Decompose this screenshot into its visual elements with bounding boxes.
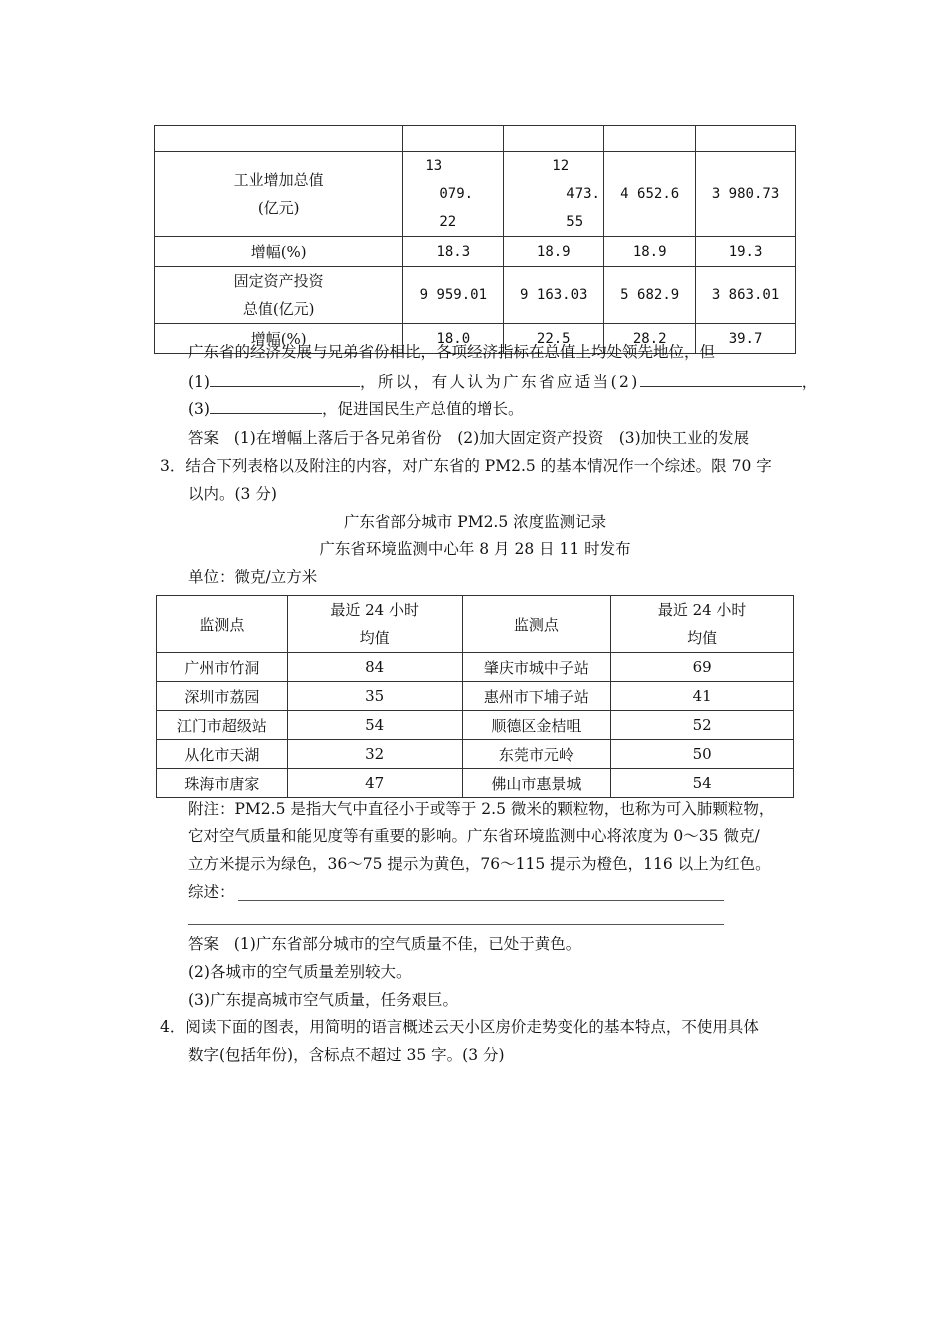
site-value: 50 — [611, 740, 794, 769]
answer-label: 答案 — [188, 429, 220, 447]
table-title: 广东省部分城市 PM2.5 浓度监测记录 — [343, 513, 607, 531]
row-label: 增幅(%) — [155, 237, 403, 267]
column-header: 监测点 — [462, 596, 611, 653]
row-label: 增幅(%) — [155, 324, 403, 354]
table-cell: 22.5 — [504, 324, 604, 354]
blank-label: (3) — [188, 400, 210, 418]
table-row — [155, 237, 796, 267]
table-cell: 9 959.01 — [403, 267, 504, 324]
table-row — [157, 769, 794, 798]
blank-label: (1) — [188, 373, 210, 391]
note-line-1: 附注：PM2.5 是指大气中直径小于或等于 2.5 微米的颗粒物，也称为可入肺颗粒物， — [188, 800, 775, 818]
question-text: 阅读下面的图表，用简明的语言概述云天小区房价走势变化的基本特点，不使用具体 — [185, 1018, 759, 1036]
q3-answer-3: (3)广东提高城市空气质量，任务艰巨。 — [188, 991, 458, 1009]
answer-blank-3[interactable] — [210, 397, 322, 414]
q3-answer-2: (2)各城市的空气质量差别较大。 — [188, 963, 412, 981]
q4-prompt — [160, 1014, 759, 1040]
table-cell — [604, 126, 696, 152]
table-cell — [504, 126, 604, 152]
table-cell: 18.9 — [604, 237, 696, 267]
site-value: 47 — [287, 769, 462, 798]
table-cell: 3 980.73 — [696, 152, 796, 237]
economy-table — [154, 125, 796, 354]
site-name: 深圳市荔园 — [157, 682, 288, 711]
table-cell: 19.3 — [696, 237, 796, 267]
site-name: 惠州市下埔子站 — [462, 682, 611, 711]
q2-text: ，促进国民生产总值的增长。 — [321, 400, 524, 418]
site-value: 69 — [611, 653, 794, 682]
site-name: 佛山市惠景城 — [462, 769, 611, 798]
column-header: 最近 24 小时 均值 — [287, 596, 462, 653]
row-label: 工业增加总值 (亿元) — [155, 152, 403, 237]
table-row — [157, 682, 794, 711]
pm25-table — [156, 595, 794, 798]
site-value: 54 — [287, 711, 462, 740]
q2-text: ， — [801, 373, 818, 391]
question-number: 3． — [160, 457, 186, 475]
unit-label: 单位：微克/立方米 — [188, 568, 318, 586]
site-name: 东莞市元岭 — [462, 740, 611, 769]
q2-blank3-line — [188, 396, 523, 422]
table-cell: 13 079. 22 — [403, 152, 504, 237]
table-cell: 18.9 — [504, 237, 604, 267]
table-cell: 28.2 — [604, 324, 696, 354]
answer-label: 答案 — [188, 935, 220, 953]
q2-intro: 广东省的经济发展与兄弟省份相比，各项经济指标在总值上均处领先地位，但 — [188, 343, 716, 361]
table-cell: 12 473. 55 — [504, 152, 604, 237]
answer-blank-2[interactable] — [640, 370, 802, 387]
row-label: 固定资产投资 总值(亿元) — [155, 267, 403, 324]
site-value: 41 — [611, 682, 794, 711]
table-row — [157, 711, 794, 740]
table-cell — [403, 126, 504, 152]
table-header-row — [157, 596, 794, 653]
summary-answer-line-1[interactable] — [238, 900, 724, 901]
column-header: 监测点 — [157, 596, 288, 653]
table-row — [155, 126, 796, 152]
site-value: 84 — [287, 653, 462, 682]
site-value: 32 — [287, 740, 462, 769]
table-row — [155, 267, 796, 324]
table-cell — [696, 126, 796, 152]
note-line-3: 立方米提示为绿色，36～75 提示为黄色，76～115 提示为橙色，116 以上为红色。 — [188, 855, 771, 873]
site-name: 广州市竹洞 — [157, 653, 288, 682]
summary-label: 综述： — [188, 883, 235, 901]
q3-prompt — [160, 453, 772, 479]
column-header: 最近 24 小时 均值 — [611, 596, 794, 653]
table-cell: 5 682.9 — [604, 267, 696, 324]
question-text: 结合下列表格以及附注的内容，对广东省的 PM2.5 的基本情况作一个综述。限 70 字 — [185, 457, 772, 475]
table-row — [155, 152, 796, 237]
table-cell: 18.3 — [403, 237, 504, 267]
q3-prompt-cont: 以内。(3 分) — [188, 485, 277, 503]
q2-blanks-line — [188, 369, 817, 395]
q2-text: ，所以，有人认为广东省应适当(2) — [359, 373, 640, 391]
q4-prompt-cont: 数字(包括年份)，含标点不超过 35 字。(3 分) — [188, 1046, 505, 1064]
table-row — [157, 653, 794, 682]
table-row — [157, 740, 794, 769]
q3-answer — [188, 931, 581, 957]
site-name: 从化市天湖 — [157, 740, 288, 769]
q2-answer — [188, 425, 749, 451]
site-name: 肇庆市城中子站 — [462, 653, 611, 682]
question-number: 4． — [160, 1018, 186, 1036]
site-value: 54 — [611, 769, 794, 798]
site-name: 珠海市唐家 — [157, 769, 288, 798]
note-line-2: 它对空气质量和能见度等有重要的影响。广东省环境监测中心将浓度为 0～35 微克/ — [188, 827, 760, 845]
table-cell: 9 163.03 — [504, 267, 604, 324]
site-name: 顺德区金桔咀 — [462, 711, 611, 740]
site-name: 江门市超级站 — [157, 711, 288, 740]
answer-blank-1[interactable] — [210, 370, 360, 387]
answer-text: (1)广东省部分城市的空气质量不佳，已处于黄色。 — [233, 935, 582, 953]
table-cell: 39.7 — [696, 324, 796, 354]
summary-answer-line-2[interactable] — [188, 924, 724, 925]
site-value: 35 — [287, 682, 462, 711]
table-cell: 3 863.01 — [696, 267, 796, 324]
answer-text: (1)在增幅上落后于各兄弟省份 (2)加大固定资产投资 (3)加快工业的发展 — [233, 429, 750, 447]
table-cell: 4 652.6 — [604, 152, 696, 237]
table-cell — [155, 126, 403, 152]
table-cell: 18.0 — [403, 324, 504, 354]
site-value: 52 — [611, 711, 794, 740]
table-subtitle: 广东省环境监测中心年 8 月 28 日 11 时发布 — [319, 540, 631, 558]
